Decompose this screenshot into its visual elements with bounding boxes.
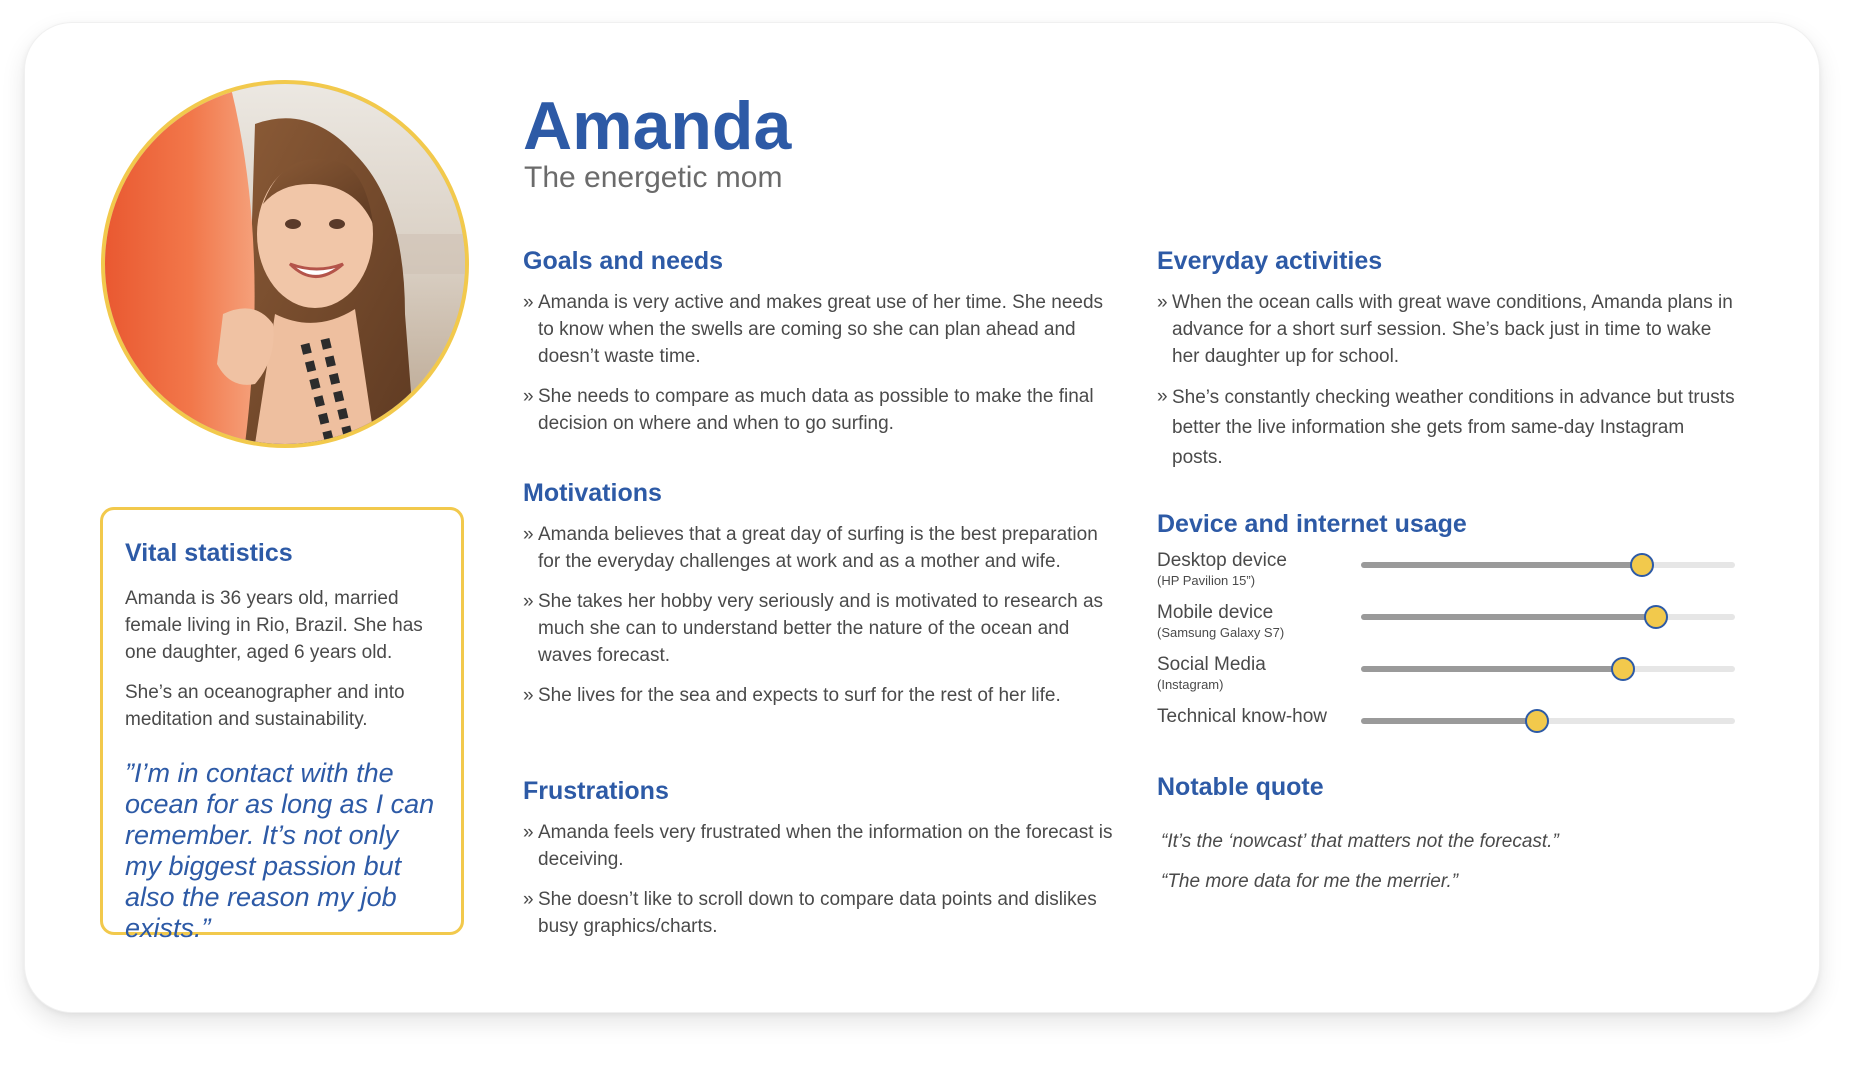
device-label: Social Media bbox=[1157, 654, 1266, 675]
motivations-section bbox=[523, 478, 1113, 722]
device-label: Technical know-how bbox=[1157, 706, 1328, 727]
device-row bbox=[1157, 705, 1737, 757]
vital-statistics-box bbox=[100, 507, 464, 943]
device-sublabel: (Instagram) bbox=[1157, 677, 1224, 692]
everyday-activities-section bbox=[1157, 246, 1737, 486]
persona-photo bbox=[101, 80, 469, 448]
bullet-icon: » bbox=[1157, 386, 1168, 407]
section-title: Everyday activities bbox=[1157, 247, 1383, 275]
usage-slider-fill bbox=[1361, 562, 1642, 568]
persona-quote: ”I’m in contact with the ocean for as long as I can remember. It’s not only my biggest passion but also the reason my job exists.” bbox=[125, 758, 435, 943]
device-row bbox=[1157, 601, 1737, 653]
device-row bbox=[1157, 653, 1737, 705]
usage-slider-fill bbox=[1361, 666, 1623, 672]
usage-slider-track bbox=[1361, 562, 1735, 568]
persona-name: Amanda bbox=[523, 88, 792, 164]
device-usage-section bbox=[1157, 509, 1737, 757]
device-sublabel: (Samsung Galaxy S7) bbox=[1157, 625, 1285, 640]
list-item: » When the ocean calls with great wave conditions, Amanda plans in advance for a short surf session. She’s back just in time to wake her daughter up for school. bbox=[1157, 289, 1737, 370]
usage-slider-track bbox=[1361, 718, 1735, 724]
section-title: Motivations bbox=[523, 479, 662, 507]
notable-quote: “The more data for me the merrier.” bbox=[1161, 871, 1459, 892]
bullet-icon: » bbox=[523, 822, 534, 843]
list-item: » She takes her hobby very seriously and is motivated to research as much she can to understand better the nature of the ocean and waves forecast. bbox=[523, 588, 1113, 669]
device-label: Mobile device bbox=[1157, 602, 1274, 623]
section-title: Frustrations bbox=[523, 777, 669, 805]
list-item: » Amanda feels very frustrated when the information on the forecast is deceiving. bbox=[523, 819, 1113, 873]
list-item: » Amanda is very active and makes great use of her time. She needs to know when the swells are coming so she can plan ahead and doesn’t waste time. bbox=[523, 289, 1113, 370]
list-item: » She doesn’t like to scroll down to compare data points and dislikes busy graphics/charts. bbox=[523, 886, 1113, 940]
device-label: Desktop device bbox=[1157, 550, 1287, 571]
notable-quote: “It’s the ‘nowcast’ that matters not the forecast.” bbox=[1161, 831, 1559, 852]
usage-slider-knob bbox=[1644, 605, 1668, 629]
notable-quote-section bbox=[1157, 772, 1737, 908]
usage-slider-knob bbox=[1630, 553, 1654, 577]
list-item: » She’s constantly checking weather conditions in advance but trusts better the live information she gets from same-day Instagram posts. bbox=[1157, 383, 1737, 473]
device-row bbox=[1157, 549, 1737, 601]
section-title: Goals and needs bbox=[523, 247, 724, 275]
device-sublabel: (HP Pavilion 15”) bbox=[1157, 573, 1256, 588]
bullet-icon: » bbox=[523, 685, 534, 706]
usage-slider-fill bbox=[1361, 718, 1537, 724]
bullet-icon: » bbox=[523, 292, 534, 313]
bullet-icon: » bbox=[523, 889, 534, 910]
vital-statistics-title: Vital statistics bbox=[125, 539, 293, 567]
section-title: Notable quote bbox=[1157, 773, 1324, 801]
usage-slider-knob bbox=[1525, 709, 1549, 733]
bullet-icon: » bbox=[523, 524, 534, 545]
vital-statistics-paragraph: Amanda is 36 years old, married female living in Rio, Brazil. She has one daughter, aged 6 years old. bbox=[125, 588, 423, 663]
list-item: » She needs to compare as much data as possible to make the final decision on where and when to go surfing. bbox=[523, 383, 1113, 437]
list-item: » She lives for the sea and expects to surf for the rest of her life. bbox=[523, 682, 1113, 709]
bullet-icon: » bbox=[523, 386, 534, 407]
vital-statistics-paragraph: She’s an oceanographer and into meditation and sustainability. bbox=[125, 682, 405, 730]
usage-slider-fill bbox=[1361, 614, 1656, 620]
bullet-icon: » bbox=[1157, 292, 1168, 313]
list-item: » Amanda believes that a great day of surfing is the best preparation for the everyday challenges at work and as a mother and wife. bbox=[523, 521, 1113, 575]
frustrations-section bbox=[523, 776, 1113, 953]
goals-section bbox=[523, 246, 1113, 450]
usage-slider-track bbox=[1361, 666, 1735, 672]
bullet-icon: » bbox=[523, 591, 534, 612]
usage-slider-track bbox=[1361, 614, 1735, 620]
usage-slider-knob bbox=[1611, 657, 1635, 681]
section-title: Device and internet usage bbox=[1157, 510, 1467, 538]
persona-subtitle: The energetic mom bbox=[524, 161, 783, 194]
